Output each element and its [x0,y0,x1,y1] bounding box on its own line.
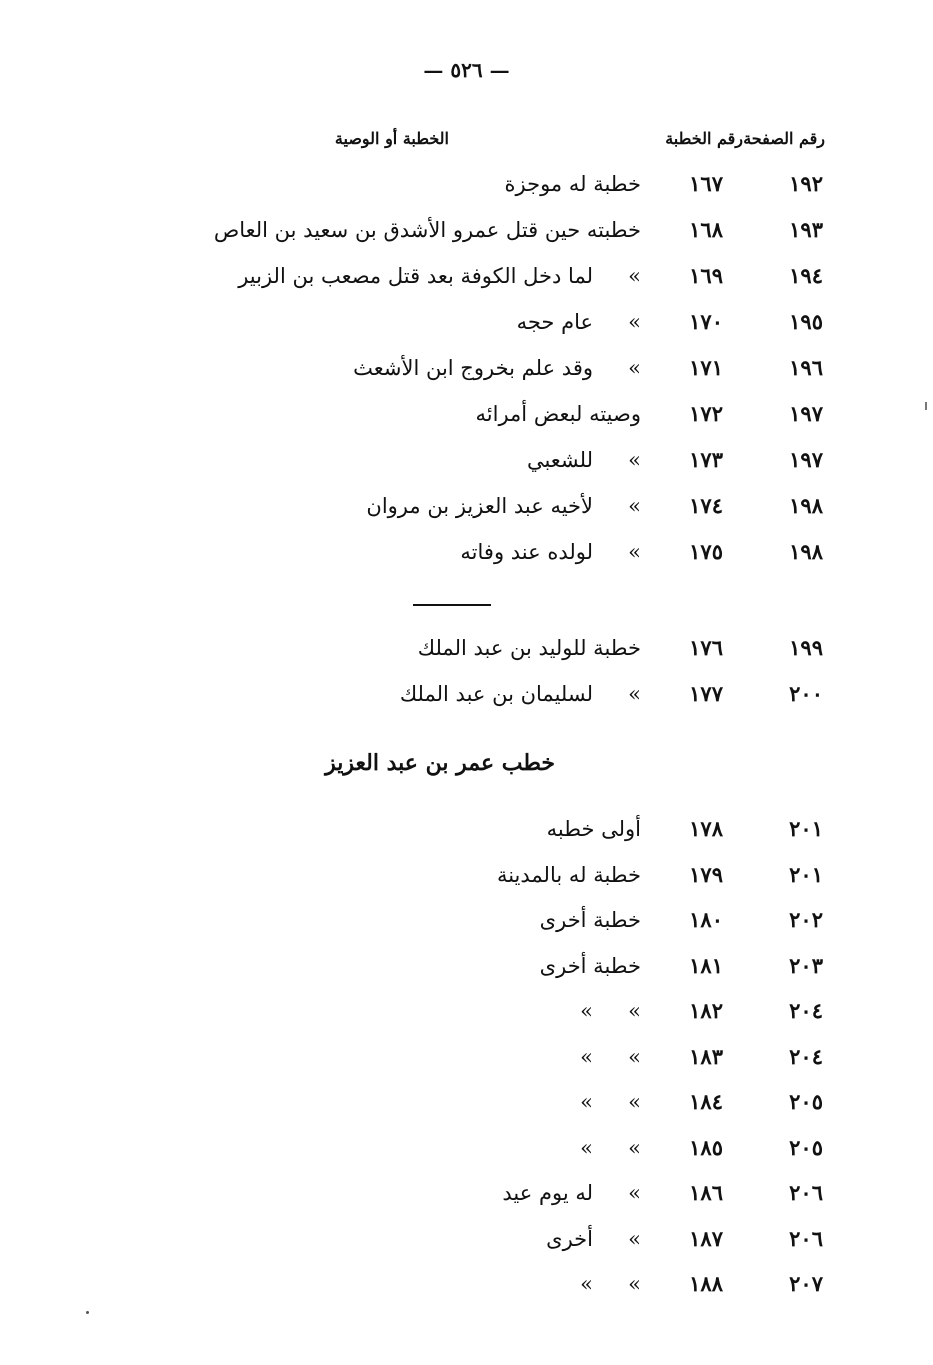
page-number-cell: ١٩٧ [789,447,823,472]
index-row [0,534,933,570]
ditto-mark: » [628,1044,641,1069]
index-row [0,350,933,386]
page-number-cell: ١٩٢ [789,171,823,196]
title-cell: خطبة أخرى [539,953,641,978]
khutba-number-cell: ١٧١ [689,355,723,380]
index-row [0,948,933,984]
ditto-mark: » [628,1090,641,1114]
title-cell: عام حجه [516,310,593,334]
index-row [0,1130,933,1166]
title-cell: خطبة أخرى [539,908,641,932]
index-row [0,1039,933,1075]
title-cell: خطبة للوليد بن عبد الملك [417,636,641,660]
title-cell: له يوم عيد [502,1181,593,1205]
title-cell: وقد علم بخروج ابن الأشعث [353,356,593,380]
page-number-cell: ١٩٨ [789,539,823,564]
khutba-number-cell: ١٧٦ [689,635,723,660]
ditto-mark: » [628,494,641,518]
page-number-cell: ٢٠٦ [789,1180,823,1205]
index-row [0,258,933,294]
page-number-cell: ١٩٥ [789,309,823,334]
khutba-number-cell: ١٦٧ [689,171,723,196]
page-number-cell: ٢٠٤ [789,998,823,1023]
title-cell: أولى خطبه [546,817,641,841]
title-cell: خطبة له موجزة [504,172,641,196]
index-row [0,1084,933,1120]
section-divider [413,604,491,606]
khutba-number-cell: ١٧٨ [689,816,723,841]
title-cell: للشعبي [526,448,593,472]
title-cell: لما دخل الكوفة بعد قتل مصعب بن الزبير [238,264,593,288]
khutba-number-cell: ١٨٦ [689,1180,723,1205]
khutba-number-cell: ١٨٥ [689,1134,723,1160]
ditto-mark: » [628,310,641,334]
page-number-cell: ١٩٩ [789,635,823,660]
ditto-mark-second: » [580,1090,593,1114]
index-row [0,396,933,432]
ditto-mark: » [628,1181,641,1205]
index-row [0,1266,933,1302]
page-number-cell: ٢٠١ [789,861,823,887]
khutba-number-cell: ١٧٤ [689,493,723,518]
index-row [0,212,933,248]
page-number-cell: ٢٠٣ [789,952,823,978]
index-row [0,676,933,712]
page-number-cell: ٢٠٤ [789,1043,823,1069]
index-row [0,993,933,1029]
khutba-number-cell: ١٨٣ [689,1043,723,1069]
page-number-cell: ١٩٧ [789,401,823,426]
ditto-mark: » [628,1272,641,1296]
khutba-number-cell: ١٧٧ [689,681,723,706]
khutba-number-cell: ١٨٠ [689,907,723,932]
ditto-mark-second: » [580,999,593,1023]
khutba-number-cell: ١٧٣ [689,447,723,472]
page-number: — ٥٢٦ — [423,58,510,82]
khutba-number-cell: ١٦٨ [689,217,723,242]
page-number-cell: ١٩٨ [789,493,823,518]
index-row [0,488,933,524]
ditto-mark: » [628,682,641,706]
ditto-mark-second: » [580,1044,593,1069]
khutba-number-cell: ١٨٧ [689,1225,723,1251]
ditto-mark: » [628,264,641,288]
page-number-cell: ٢٠٥ [789,1134,823,1160]
page-number-cell: ٢٠٠ [789,681,823,706]
page-number-cell: ٢٠٧ [789,1271,823,1296]
index-row [0,166,933,202]
khutba-number-cell: ١٨٤ [689,1089,723,1114]
khutba-number-cell: ١٨١ [689,952,723,978]
ditto-mark: » [628,448,641,472]
index-row [0,1175,933,1211]
khutba-number-cell: ١٦٩ [689,263,723,288]
index-row [0,1221,933,1257]
ditto-mark-second: » [580,1272,593,1296]
ditto-mark: » [628,540,641,564]
page-number-cell: ٢٠٢ [789,907,823,932]
khutba-number-cell: ١٧٢ [689,401,723,426]
title-cell: خطبته حين قتل عمرو الأشدق بن سعيد بن العاص [213,218,641,242]
ditto-mark: » [628,999,641,1023]
khutba-number-cell: ١٧٥ [689,539,723,564]
khutba-number-cell: ١٨٢ [689,998,723,1023]
scan-edge-mark [925,402,927,410]
section-title: خطب عمر بن عبد العزيز [325,750,555,776]
title-cell: لأخيه عبد العزيز بن مروان [366,494,593,518]
index-row [0,902,933,938]
header-page-column: رقم الصفحة [743,129,825,148]
scan-speck [86,1311,89,1314]
header-title-column: الخطبة أو الوصية [334,129,449,148]
khutba-number-cell: ١٧٩ [689,861,723,887]
ditto-mark: » [628,356,641,380]
page-number-cell: ٢٠١ [789,816,823,841]
title-cell: لسليمان بن عبد الملك [399,682,593,706]
page-number-cell: ١٩٦ [789,355,823,380]
title-cell: خطبة له بالمدينة [496,862,641,887]
index-row [0,304,933,340]
page-number-cell: ٢٠٥ [789,1089,823,1114]
ditto-mark: » [628,1226,641,1251]
header-khutba-column: رقم الخطبة [665,129,743,148]
page-number-cell: ١٩٣ [789,217,823,242]
khutba-number-cell: ١٧٠ [689,309,723,334]
title-cell: لولده عند وفاته [460,540,593,564]
title-cell: وصيته لبعض أمرائه [475,402,641,426]
index-row [0,811,933,847]
khutba-number-cell: ١٨٨ [689,1271,723,1296]
title-cell: أخرى [546,1226,593,1251]
page-number-cell: ٢٠٦ [789,1225,823,1251]
ditto-mark-second: » [580,1135,593,1160]
ditto-mark: » [628,1135,641,1160]
index-row [0,857,933,893]
page-number-cell: ١٩٤ [789,263,823,288]
index-row [0,630,933,666]
index-row [0,442,933,478]
